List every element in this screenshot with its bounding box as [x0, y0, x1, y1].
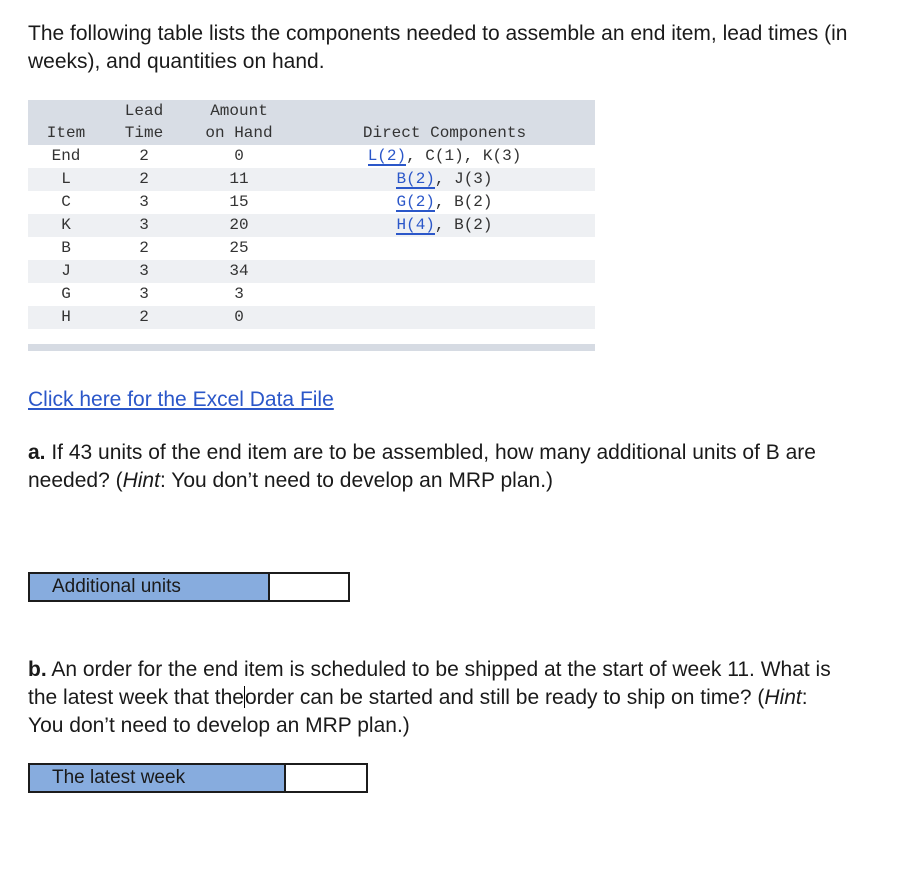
- question-b-label: b.: [28, 658, 47, 681]
- latest-week-answer-row: [28, 763, 368, 793]
- cell-components: [294, 191, 595, 214]
- table-row: [28, 260, 595, 283]
- cell-item: H: [61, 308, 71, 326]
- table-bottom-border: [28, 344, 595, 351]
- question-a-text: If 43 units of the end item are to be assembled, how many additional units of B are needed? (: [28, 441, 816, 492]
- cell-amount: 11: [229, 170, 249, 188]
- cell-item: C: [61, 193, 71, 211]
- component-link[interactable]: G(2): [396, 193, 435, 211]
- cell-amount: 20: [229, 216, 249, 234]
- excel-data-file-link[interactable]: Click here for the Excel Data File: [28, 388, 334, 411]
- cell-components: [294, 145, 595, 168]
- question-b-text-end: : You don’t need to develop an MRP plan.): [28, 686, 808, 737]
- cell-item: J: [61, 262, 71, 280]
- component-link[interactable]: H(4): [396, 216, 435, 234]
- cell-lead: 2: [139, 239, 149, 257]
- question-b-hint: Hint: [764, 686, 802, 709]
- question-a: [28, 439, 848, 495]
- table-header-row-2: [28, 122, 595, 145]
- question-b: [28, 656, 848, 740]
- cell-lead: 3: [139, 262, 149, 280]
- header-amount-on-hand: on Hand: [205, 124, 273, 142]
- cell-components: [294, 306, 595, 329]
- cell-components: [294, 168, 595, 191]
- table-row: [28, 191, 595, 214]
- component-link[interactable]: B(2): [396, 170, 435, 188]
- question-a-label: a.: [28, 441, 46, 464]
- table-row: [28, 214, 595, 237]
- additional-units-label: Additional units: [28, 572, 268, 602]
- table-header-row-1: [28, 100, 595, 122]
- question-a-text-end: : You don’t need to develop an MRP plan.): [159, 469, 554, 492]
- table-row: [28, 168, 595, 191]
- component-rest: , B(2): [434, 193, 493, 211]
- cell-lead: 3: [139, 193, 149, 211]
- component-rest: , B(2): [434, 216, 493, 234]
- component-rest: , J(3): [434, 170, 493, 188]
- components-table: [28, 100, 595, 329]
- table-row: [28, 306, 595, 329]
- question-b-text-cont: order can be started and still be ready to ship on time? (: [244, 686, 765, 709]
- cell-item: L: [61, 170, 71, 188]
- cell-amount: 15: [229, 193, 249, 211]
- cell-components: [294, 260, 595, 283]
- cell-item: K: [61, 216, 71, 234]
- table-row: [28, 145, 595, 168]
- component-rest: , C(1), K(3): [406, 147, 522, 165]
- header-direct-components: Direct Components: [362, 124, 527, 142]
- additional-units-input[interactable]: [268, 572, 350, 602]
- cell-item: End: [51, 147, 81, 165]
- header-item: Item: [46, 124, 86, 142]
- cell-lead: 2: [139, 170, 149, 188]
- additional-units-answer-row: [28, 572, 350, 602]
- latest-week-input[interactable]: [284, 763, 368, 793]
- table-row: [28, 237, 595, 260]
- header-lead-top: Lead: [124, 102, 164, 120]
- cell-amount: 0: [234, 147, 244, 165]
- table-row: [28, 283, 595, 306]
- header-direct-top: [294, 100, 595, 122]
- question-a-hint: Hint: [122, 469, 160, 492]
- cell-lead: 2: [139, 308, 149, 326]
- cell-components: [294, 237, 595, 260]
- cell-components: [294, 283, 595, 306]
- cell-amount: 25: [229, 239, 249, 257]
- cell-item: G: [61, 285, 71, 303]
- cell-amount: 0: [234, 308, 244, 326]
- cell-amount: 3: [234, 285, 244, 303]
- problem-intro: The following table lists the components needed to assemble an end item, lead times (in weeks), and quantities on hand.: [28, 22, 848, 73]
- header-item-top: [28, 100, 104, 122]
- header-amount-top: Amount: [210, 102, 268, 120]
- component-link[interactable]: L(2): [367, 147, 407, 165]
- header-lead-time: Time: [124, 124, 164, 142]
- cell-components: [294, 214, 595, 237]
- cell-lead: 3: [139, 216, 149, 234]
- cell-item: B: [61, 239, 71, 257]
- latest-week-label: The latest week: [28, 763, 284, 793]
- question-b-text: An order for the end item is scheduled to be shipped at the start of week 11. What is the latest week that the: [28, 658, 831, 709]
- cell-lead: 3: [139, 285, 149, 303]
- cell-amount: 34: [229, 262, 249, 280]
- cell-lead: 2: [139, 147, 149, 165]
